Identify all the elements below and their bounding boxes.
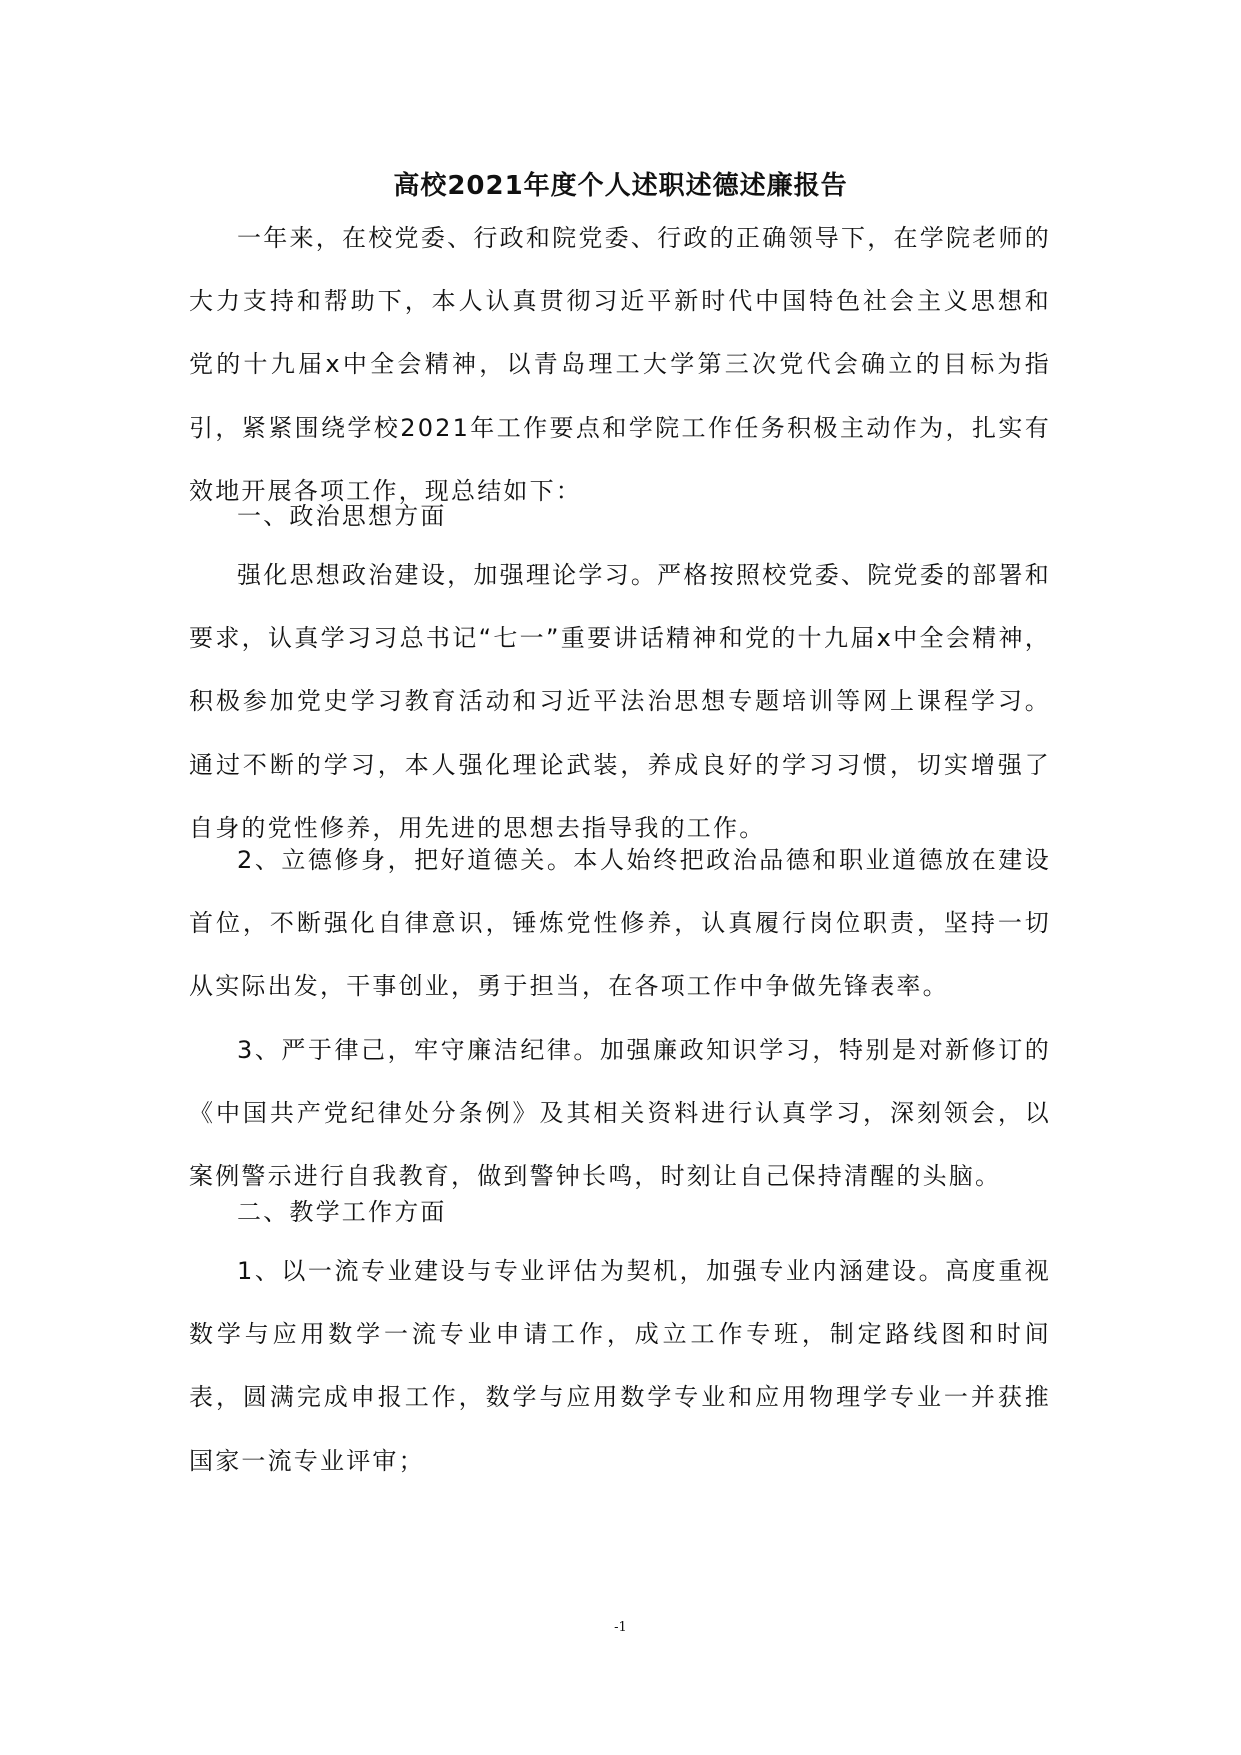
intro-paragraph: 一年来，在校党委、行政和院党委、行政的正确领导下，在学院老师的大力支持和帮助下，本人认真贯彻习近平新时代中国特色社会主义思想和党的十九届x中全会精神，以青岛理工大学第三次党代会确立的目标为指引，紧紧围绕学校2021年工作要点和学院工作任务积极主动作为，扎实有效地开展各项工作，现总结如下： — [189, 224, 1051, 505]
paragraph-theory-study: 强化思想政治建设，加强理论学习。严格按照校党委、院党委的部署和要求，认真学习习总书记“七一”重要讲话精神和党的十九届x中全会精神，积极参加党史学习教育活动和习近平法治思想专题培训等网上课程学习。通过不断的学习，本人强化理论武装，养成良好的学习习惯，切实增强了自身的党性修养，用先进的思想去指导我的工作。 — [189, 561, 1051, 842]
section-heading-teaching: 二、教学工作方面 — [237, 1198, 447, 1226]
paragraph-morality: 2、立德修身，把好道德关。本人始终把政治品德和职业道德放在建设首位，不断强化自律意识，锤炼党性修养，认真履行岗位职责，坚持一切从实际出发，干事创业，勇于担当，在各项工作中争做先锋表率。 — [189, 846, 1051, 1001]
document-title: 高校2021年度个人述职述德述廉报告 — [393, 171, 848, 201]
paragraph-major-construction: 1、以一流专业建设与专业评估为契机，加强专业内涵建设。高度重视数学与应用数学一流专业申请工作，成立工作专班，制定路线图和时间表，圆满完成申报工作，数学与应用数学专业和应用物理学专业一并获推国家一流专业评审； — [189, 1257, 1051, 1475]
page-number: -1 — [614, 1620, 627, 1635]
section-heading-politics: 一、政治思想方面 — [237, 502, 447, 530]
paragraph-discipline: 3、严于律己，牢守廉洁纪律。加强廉政知识学习，特别是对新修订的《中国共产党纪律处分条例》及其相关资料进行认真学习，深刻领会，以案例警示进行自我教育，做到警钟长鸣，时刻让自己保持清醒的头脑。 — [189, 1036, 1051, 1191]
